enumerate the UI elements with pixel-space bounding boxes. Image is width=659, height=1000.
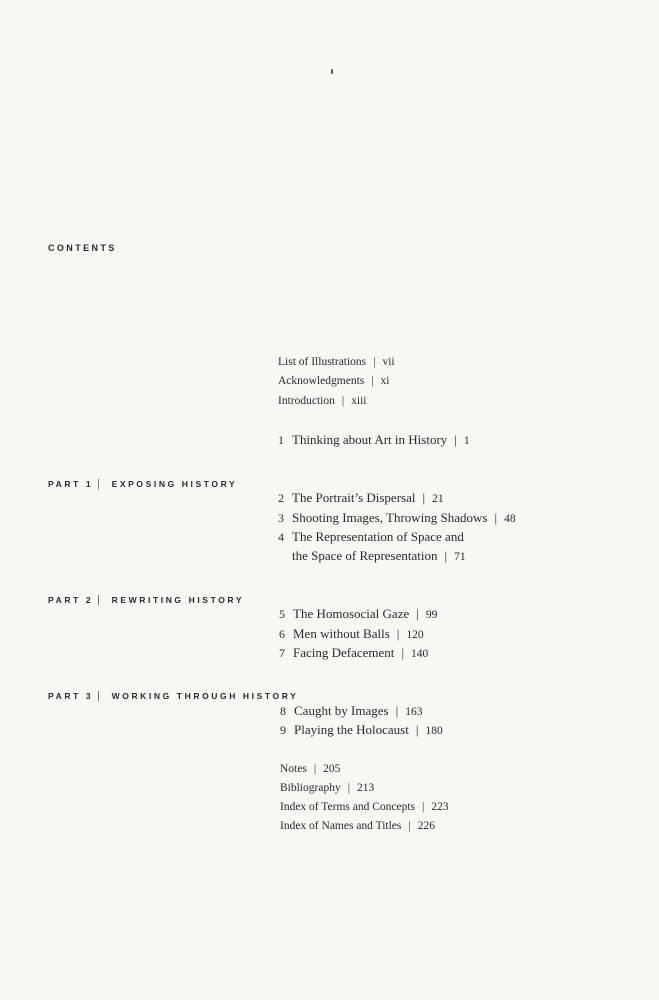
toc-title: List of Illustrations <box>278 356 367 368</box>
toc-title: Men without Balls <box>293 626 390 641</box>
toc-entry-bibliography <box>280 782 374 794</box>
toc-separator: | <box>416 606 419 621</box>
toc-entry-chapter-7 <box>279 645 428 661</box>
toc-page: 140 <box>411 648 429 660</box>
part-number: PART 1 <box>48 479 94 489</box>
toc-entry-index-of-names <box>280 820 435 832</box>
toc-page: xi <box>380 375 390 387</box>
part-number: PART 2 <box>48 595 94 605</box>
toc-chapter-number: 1 <box>278 433 284 447</box>
toc-entry-chapter-3 <box>278 510 516 526</box>
part-separator: | <box>97 688 100 702</box>
toc-title: Facing Defacement <box>293 645 395 660</box>
toc-separator: | <box>395 703 399 718</box>
toc-page: 120 <box>406 629 424 641</box>
toc-separator: | <box>494 510 498 525</box>
toc-page: xiii <box>351 395 367 407</box>
toc-page: 226 <box>417 820 435 832</box>
toc-title: Index of Names and Titles <box>280 820 402 832</box>
toc-page: vii <box>382 356 395 368</box>
toc-title: The Homosocial Gaze <box>293 606 410 621</box>
toc-separator: | <box>415 722 419 737</box>
toc-title: Caught by Images <box>294 703 389 718</box>
toc-title: The Representation of Space and <box>292 529 464 544</box>
toc-separator: | <box>444 548 448 563</box>
toc-page: 99 <box>425 609 438 621</box>
toc-entry-chapter-1 <box>278 432 470 448</box>
toc-title: Notes <box>280 763 307 775</box>
toc-separator: | <box>422 490 426 505</box>
toc-chapter-number: 3 <box>278 511 284 525</box>
part-separator: | <box>97 476 100 490</box>
toc-title: Introduction <box>278 395 335 407</box>
toc-chapter-number: 7 <box>279 646 285 660</box>
toc-entry-acknowledgments <box>278 375 390 387</box>
toc-entry-notes <box>280 763 340 775</box>
toc-title: the Space of Representation <box>292 548 438 563</box>
toc-title: Playing the Holocaust <box>294 722 409 737</box>
toc-entry-chapter-4-continued <box>278 548 466 564</box>
toc-page: 180 <box>425 725 443 737</box>
toc-entry-chapter-9 <box>280 722 443 738</box>
toc-separator: | <box>408 820 411 832</box>
toc-chapter-number: 2 <box>278 491 284 505</box>
toc-page: 1 <box>463 435 470 447</box>
toc-title: Bibliography <box>280 782 341 794</box>
toc-separator: | <box>454 432 457 447</box>
toc-title: Index of Terms and Concepts <box>280 801 416 813</box>
toc-title: Shooting Images, Throwing Shadows <box>292 510 488 525</box>
toc-page: 213 <box>357 782 375 794</box>
part-number: PART 3 <box>48 691 94 701</box>
part-title: WORKING THROUGH HISTORY <box>111 691 299 701</box>
part-2-label <box>48 592 244 607</box>
toc-chapter-number: 9 <box>280 723 286 737</box>
toc-entry-chapter-5 <box>279 606 437 622</box>
toc-entry-chapter-2 <box>278 490 444 506</box>
toc-chapter-number: 4 <box>278 530 284 544</box>
toc-title: Acknowledgments <box>278 375 365 387</box>
toc-entry-index-of-terms <box>280 801 449 813</box>
toc-chapter-number: 6 <box>279 627 285 641</box>
part-separator: | <box>97 592 100 606</box>
toc-page: 21 <box>432 493 444 505</box>
toc-page: 163 <box>405 706 423 718</box>
toc-title: Thinking about Art in History <box>292 432 448 447</box>
toc-title: The Portrait’s Dispersal <box>292 490 416 505</box>
toc-separator: | <box>396 626 400 641</box>
part-1-label <box>48 476 237 491</box>
toc-entry-chapter-6 <box>279 626 424 642</box>
scan-speck <box>331 69 333 74</box>
toc-separator: | <box>347 782 351 794</box>
toc-chapter-number: 8 <box>280 704 286 718</box>
toc-entry-list-of-illustrations <box>278 356 395 368</box>
toc-separator: | <box>313 763 317 775</box>
toc-page: 48 <box>504 513 516 525</box>
toc-separator: | <box>341 395 345 407</box>
part-title: REWRITING HISTORY <box>111 595 245 605</box>
toc-page: 71 <box>454 551 466 563</box>
toc-page: 205 <box>323 763 341 775</box>
toc-entry-chapter-4 <box>278 529 464 545</box>
toc-page: 223 <box>431 801 449 813</box>
toc-separator: | <box>422 801 425 813</box>
toc-entry-introduction <box>278 395 367 407</box>
toc-chapter-number: 5 <box>279 607 285 621</box>
contents-heading: CONTENTS <box>48 243 117 253</box>
toc-separator: | <box>401 645 405 660</box>
part-title: EXPOSING HISTORY <box>111 479 238 489</box>
toc-separator: | <box>371 375 374 387</box>
toc-separator: | <box>373 356 376 368</box>
part-3-label <box>48 688 298 703</box>
toc-entry-chapter-8 <box>280 703 422 719</box>
